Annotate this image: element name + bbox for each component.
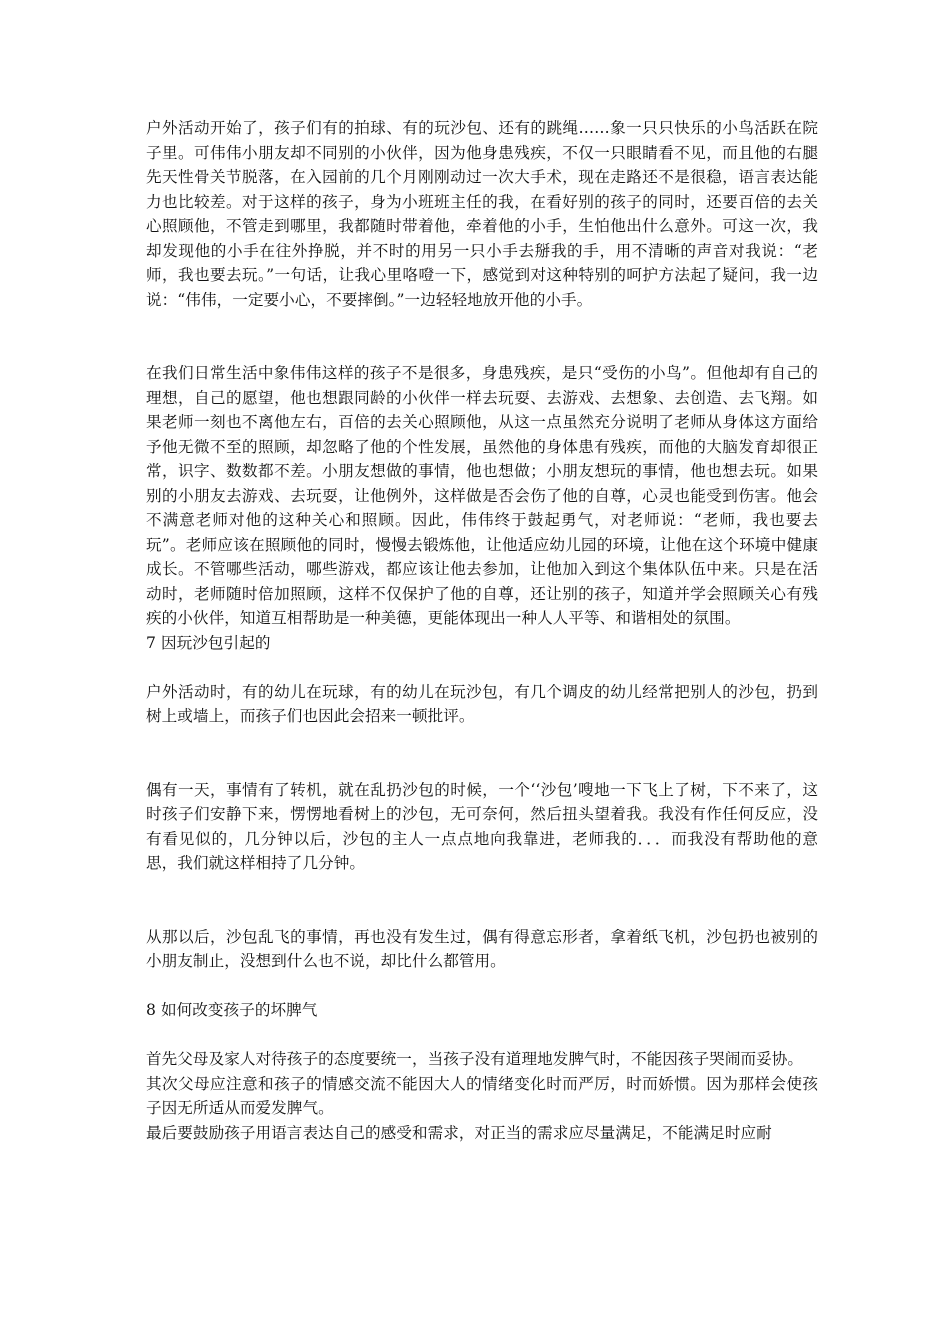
paragraph-spacer bbox=[146, 974, 818, 999]
section-heading-8: 8 如何改变孩子的坏脾气 bbox=[146, 1001, 318, 1019]
section-heading-7: 7 因玩沙包引起的 bbox=[146, 633, 271, 652]
paragraph-spacer bbox=[146, 1023, 818, 1048]
paragraph-injured-bird: 在我们日常生活中象伟伟这样的孩子不是很多，身患残疾，是只“受伤的小鸟”。但他却有自己的理想，自己的愿望，他也想跟同龄的小伙伴一样去玩耍、去游戏、去想象、去创造、去飞翔。如果老师一刻也不离他左右，百倍的去关心照顾他，从这一点虽然充分说明了老师从身体这方面给予他无微不至的照顾，却忽略了他的个性发展，虽然他的身体患有残疾，而他的大脑发育却很正常，识字、数数都不差。小朋友想做的事情，他也想做；小朋友想玩的事情，他也想去玩。如果别的小朋友去游戏、去玩耍，让他例外，这样做是否会伤了他的自尊，心灵也能受到伤害。他会不满意老师对他的这种关心和照顾。因此，伟伟终于鼓起勇气，对老师说：“老师，我也要去玩”。老师应该在照顾他的同时，慢慢去锻炼他，让他适应幼儿园的环境，让他在这个环境中健康成长。不管哪些活动，哪些游戏，都应该让他去参加，让他加入到这个集体队伍中来。只是在活动时，老师随时倍加照顾，这样不仅保护了他的自尊，还让别的孩子，知道并学会照顾关心有残疾的小伙伴，知道互相帮助是一种美德，更能体现出一种人人平等、和谐相处的氛围。 bbox=[146, 364, 818, 627]
paragraph-third-point: 最后要鼓励孩子用语言表达自己的感受和需求，对正当的需求应尽量满足，不能满足时应耐 bbox=[146, 1123, 772, 1142]
paragraph-spacer bbox=[146, 655, 818, 680]
paragraph-weiwei-outdoor: 户外活动开始了，孩子们有的拍球、有的玩沙包、还有的跳绳……象一只只快乐的小鸟活跃在院子里。可伟伟小朋友却不同别的小伙伴，因为他身患残疾，不仅一只眼睛看不见，而且他的右腿先天性骨关节脱落，在入园前的几个月刚刚动过一次大手术，现在走路还不是很稳，语言表达能力也比较差。对于这样的孩子，身为小班班主任的我，在看好别的孩子的同时，还要百倍的去关心照顾他，不管走到哪里，我都随时带着他，牵着他的小手，生怕他出什么意外。可这一次，我却发现他的小手在往外挣脱，并不时的用另一只小手去掰我的手，用不清晰的声音对我说：“老师，我也要去玩。”一句话，让我心里咯噔一下，感觉到对这种特别的呵护方法起了疑问，我一边说：“伟伟，一定要小心，不要摔倒。”一边轻轻地放开他的小手。 bbox=[146, 119, 818, 309]
paragraph-sandbag-after: 从那以后，沙包乱飞的事情，再也没有发生过，偶有得意忘形者，拿着纸飞机，沙包扔也被别的小朋友制止，没想到什么也不说，却比什么都管用。 bbox=[146, 927, 818, 970]
paragraph-spacer bbox=[146, 876, 818, 925]
document-body bbox=[146, 116, 818, 1145]
paragraph-sandbag-outdoor: 户外活动时，有的幼儿在玩球，有的幼儿在玩沙包，有几个调皮的幼儿经常把别人的沙包，扔到树上或墙上，而孩子们也因此会招来一顿批评。 bbox=[146, 682, 818, 725]
paragraph-spacer bbox=[146, 729, 818, 778]
paragraph-first-point: 首先父母及家人对待孩子的态度要统一，当孩子没有道理地发脾气时，不能因孩子哭闹而妥协。 bbox=[146, 1050, 804, 1068]
paragraph-spacer bbox=[146, 312, 818, 361]
paragraph-sandbag-tree: 偶有一天，事情有了转机，就在乱扔沙包的时候，一个‘‘沙包’嗖地一下飞上了树，下不来了，这时孩子们安静下来，愣愣地看树上的沙包，无可奈何，然后扭头望着我。我没有作任何反应，没有看见似的，几分钟以后，沙包的主人一点点地向我靠进，老师我的．．．而我没有帮助他的意思，我们就这样相持了几分钟。 bbox=[146, 780, 818, 872]
paragraph-second-point: 其次父母应注意和孩子的情感交流不能因大人的情绪变化时而严厉，时而娇惯。因为那样会使孩子因无所适从而爱发脾气。 bbox=[146, 1074, 818, 1117]
